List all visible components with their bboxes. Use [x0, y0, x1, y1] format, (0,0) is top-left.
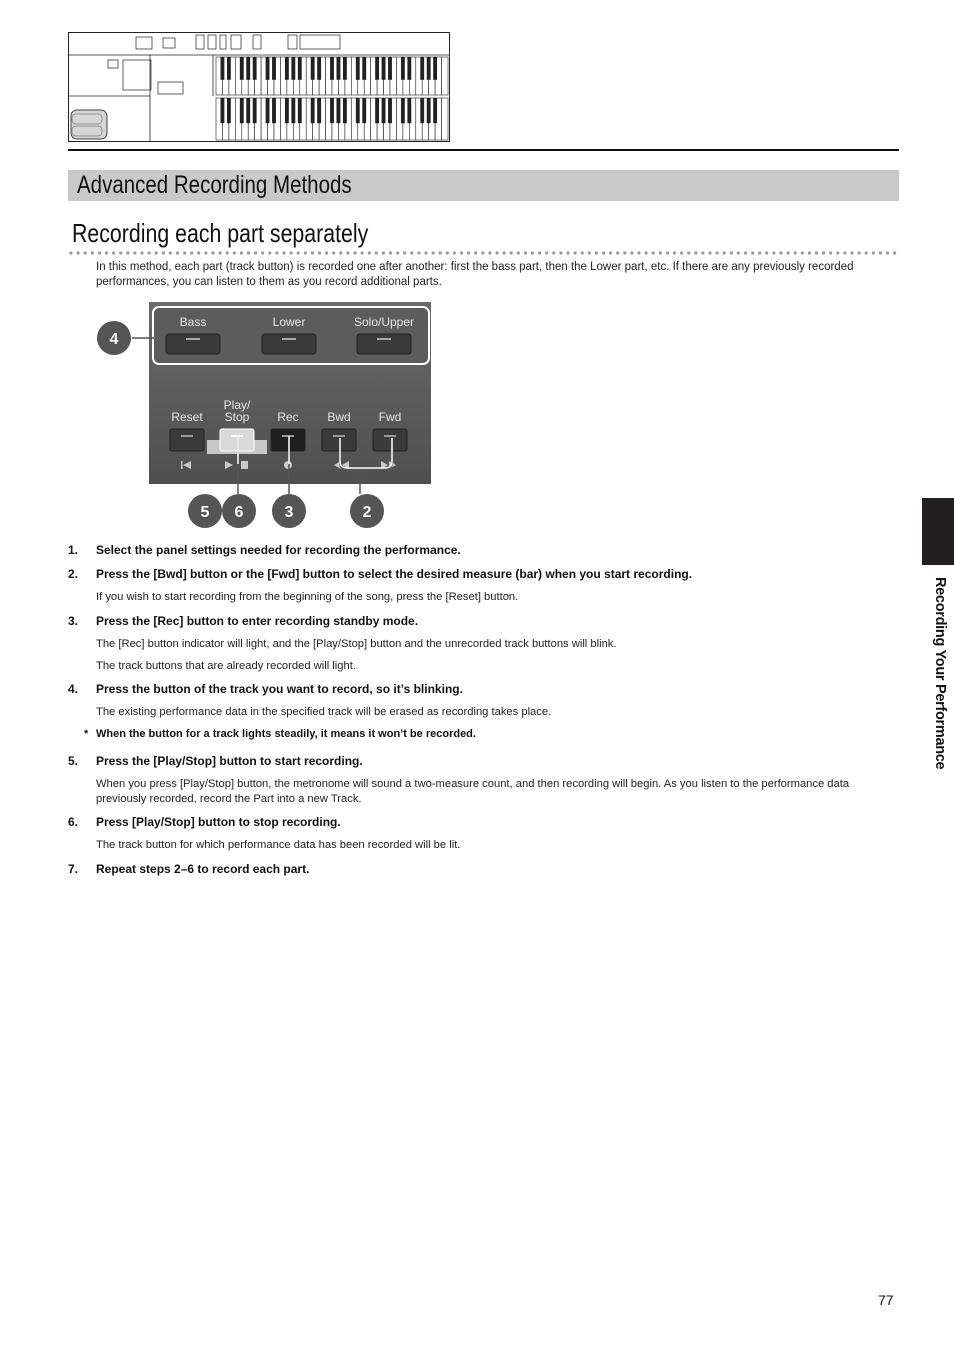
step-instruction: Press the [Play/Stop] button to start recording.	[96, 754, 363, 768]
transport-label: Reset	[171, 410, 203, 424]
step-number: 1.	[68, 543, 79, 557]
transport-label: Bwd	[327, 410, 351, 424]
chapter-tab	[922, 498, 954, 565]
note-asterisk: *	[84, 728, 89, 740]
callout-number: 3	[284, 504, 294, 521]
step-instruction: Press the button of the track you want to record, so it’s blinking.	[96, 682, 463, 696]
subsection-title: Recording each part separately	[72, 218, 369, 248]
callout-number: 4	[109, 331, 119, 348]
step-instruction: Select the panel settings needed for recording the performance.	[96, 543, 461, 557]
callout-number: 6	[234, 504, 244, 521]
step-description: The track button for which performance data has been recorded will be lit.	[96, 839, 461, 851]
section-title: Advanced Recording Methods	[77, 171, 352, 199]
intro-paragraph: In this method, each part (track button) is recorded one after another: first the bass part, then the Lower part, etc. If there are any previously recorded performances, you can listen to them as you record additional parts.	[96, 261, 854, 288]
header-rule	[68, 149, 899, 151]
organ-panel-illustration	[68, 32, 450, 142]
step-note: When the button for a track lights steadily, it means it won’t be recorded.	[96, 728, 476, 740]
step-number: 7.	[68, 862, 79, 876]
callout-number: 5	[200, 504, 210, 521]
transport-label: Play/	[223, 398, 251, 412]
step-description: When you press [Play/Stop] button, the metronome will sound a two-measure count, and then recording will begin. As you listen to the performance data previously recorded, record the Part into a new Track.	[96, 778, 850, 805]
step-description: The existing performance data in the specified track will be erased as recording takes place.	[96, 706, 552, 718]
dotted-rule	[68, 250, 901, 256]
step-description: The track buttons that are already recorded will light.	[96, 660, 356, 672]
step-description: If you wish to start recording from the beginning of the song, press the [Reset] button.	[96, 591, 519, 603]
step-number: 2.	[68, 567, 79, 581]
step-number: 4.	[68, 682, 79, 696]
page-number: 77	[878, 1292, 894, 1308]
track-label: Solo/Upper	[353, 315, 415, 329]
track-label: Lower	[272, 315, 306, 329]
step-instruction: Press the [Rec] button to enter recording standby mode.	[96, 614, 419, 628]
callout-layer	[92, 318, 432, 532]
step-instruction: Press [Play/Stop] button to stop recording.	[96, 815, 341, 829]
step-number: 3.	[68, 614, 79, 628]
transport-label: Rec	[277, 410, 299, 424]
step-instruction: Repeat steps 2–6 to record each part.	[96, 862, 310, 876]
step-instruction: Press the [Bwd] button or the [Fwd] button to select the desired measure (bar) when you start recording.	[96, 567, 693, 581]
track-label: Bass	[179, 315, 207, 329]
step-number: 6.	[68, 815, 79, 829]
callout-number: 2	[362, 504, 372, 521]
step-description: The [Rec] button indicator will light, and the [Play/Stop] button and the unrecorded track buttons will blink.	[96, 638, 617, 650]
transport-label: Fwd	[378, 410, 402, 424]
chapter-label: Recording Your Performance	[932, 577, 948, 770]
step-number: 5.	[68, 754, 79, 768]
transport-label: Stop	[224, 410, 250, 424]
